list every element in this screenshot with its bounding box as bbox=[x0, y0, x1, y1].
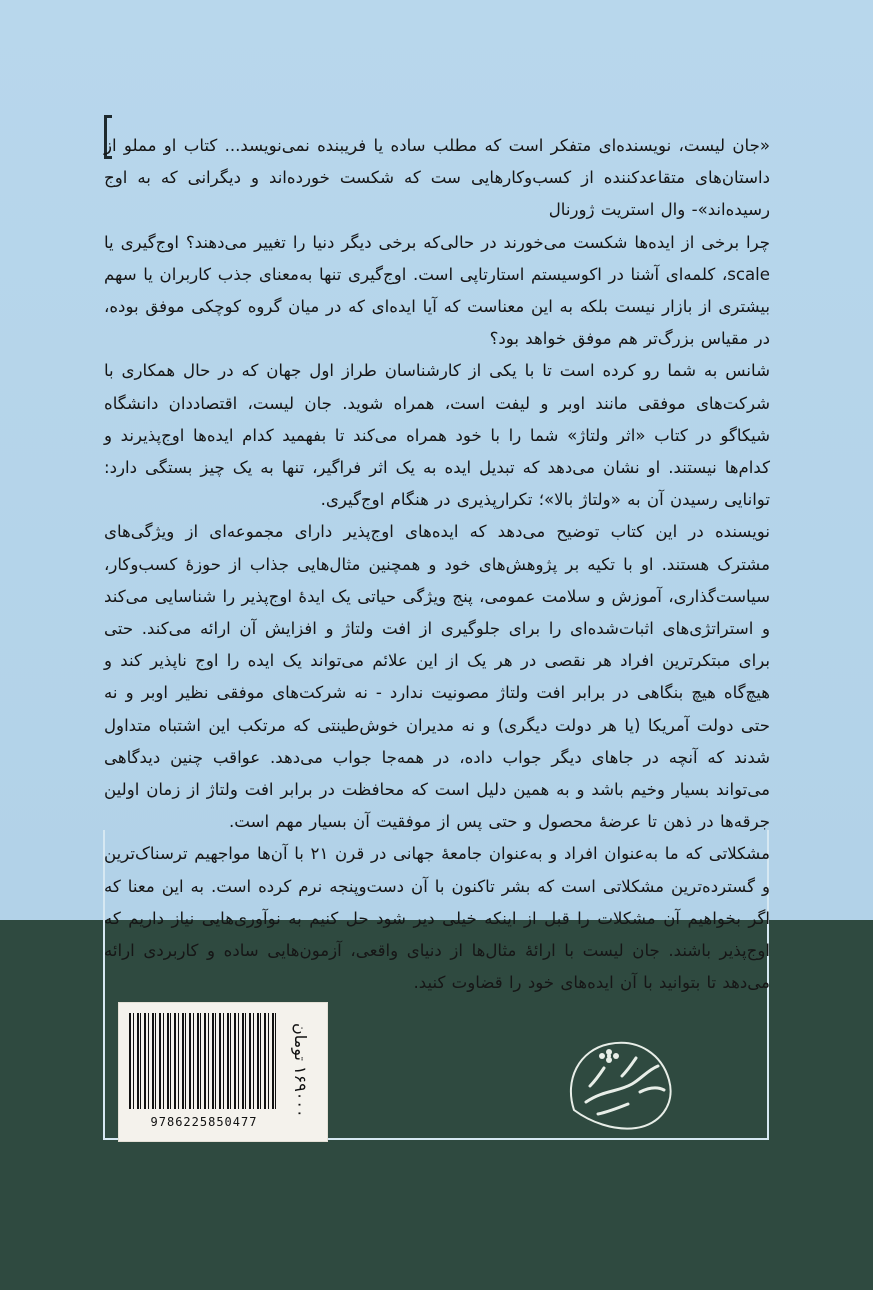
publisher-logo-icon bbox=[544, 1000, 704, 1150]
barcode-bars bbox=[129, 1013, 279, 1109]
back-cover-text bbox=[104, 130, 770, 999]
book-price: ۱۶۹۰۰۰ تومان bbox=[291, 1022, 310, 1118]
paragraph-3: شانس به شما رو کرده است تا با یکی از کارشناسان طراز اول جهان که در حال همکاری با شرکت‌های موفقی مانند اوبر و لیفت است، همراه شوید. جان لیست، اقتصاددان دانشگاه شیکاگو در کتاب «اثر ولتاژ» شما را با خود همراه می‌کند تا بفهمید کدام ایده‌ها اوج‌پذیرند و کدام‌ها نیستند. او نشان می‌دهد که تبدیل ایده به یک اثر فراگیر، تنها به یک چیز بستگی دارد: توانایی رسیدن آن به «ولتاژ بالا»؛ تکرارپذیری در هنگام اوج‌گیری. bbox=[104, 361, 770, 510]
barcode-number: 9786225850477 bbox=[150, 1115, 258, 1129]
paragraph-5: مشکلاتی که ما به‌عنوان افراد و به‌عنوان جامعهٔ جهانی در قرن ۲۱ با آن‌ها مواجهیم ترسناک‌ترین و گسترده‌ترین مشکلاتی است که بشر تاکنون با آن دست‌وپنجه نرم کرده است. به این معنا که اگر بخواهیم آن مشکلات را قبل از اینکه خیلی دیر شود حل کنیم به نوآوری‌هایی نیاز داریم که اوج‌پذیر باشند. جان لیست با ارائهٔ مثال‌ها از دنیای واقعی، آزمون‌هایی ساده و کاربردی ارائه می‌دهد تا بتوانید با آن ایده‌های خود را قضاوت کنید. bbox=[104, 844, 770, 993]
barcode-panel bbox=[118, 1002, 328, 1142]
publisher-logo bbox=[544, 1000, 704, 1150]
paragraph-2: چرا برخی از ایده‌ها شکست می‌خورند در حالی‌که برخی دیگر دنیا را تغییر می‌دهند؟ اوج‌گیری یا scale، کلمه‌ای آشنا در اکوسیستم استارتاپی است. اوج‌گیری تنها به‌معنای جذب کاربران یا سهم بیشتری از بازار نیست بلکه به این معناست که آیا ایده‌ای که در میان گروه کوچکی موفق بوده، در مقیاس بزرگ‌تر هم موفق خواهد بود؟ bbox=[104, 232, 770, 349]
paragraph-1: «جان لیست، نویسنده‌ای متفکر است که مطلب ساده یا فریبنده نمی‌نویسد... کتاب او مملو از داستان‌های متقاعدکننده از کسب‌وکارهایی ست که شکست خورده‌اند و دیگرانی که به اوج رسیده‌اند»- وال استریت ژورنال bbox=[104, 136, 770, 220]
paragraph-4: نویسنده در این کتاب توضیح می‌دهد که ایده‌های اوج‌پذیر دارای مجموعه‌ای از ویژگی‌های مشترک هستند. او با تکیه بر پژوهش‌های خود و همچنین مثال‌هایی جذاب از حوزهٔ کسب‌وکار، سیاست‌گذاری، آموزش و سلامت عمومی، پنج ویژگی حیاتی یک ایدهٔ اوج‌پذیر را شناسایی می‌کند و استراتژی‌های اثبات‌شده‌ای را برای جلوگیری از افت ولتاژ و افزایش آن ارائه می‌کند. حتی برای مبتکرترین افراد هر نقصی در هر یک از این علائم می‌تواند یک ایده را اوج ناپذیر کند و هیچ‌گاه هیچ بنگاهی در برابر افت ولتاژ مصونیت ندارد - نه شرکت‌های موفقی نظیر اوبر و نه حتی دولت آمریکا (یا هر دولت دیگری) و نه مدیران خوش‌طینتی که مرتکب این اشتباه متداول شدند که آنچه در جاهای دیگر جواب داده، در همه‌جا جواب می‌دهد. عواقب چنین دیدگاهی می‌تواند بسیار وخیم باشد و به همین دلیل است که محافظت در برابر افت ولتاژ از زمان اولین جرقه‌ها در ذهن تا عرضهٔ محصول و حتی پس از موفقیت آن بسیار مهم است. bbox=[104, 522, 770, 832]
